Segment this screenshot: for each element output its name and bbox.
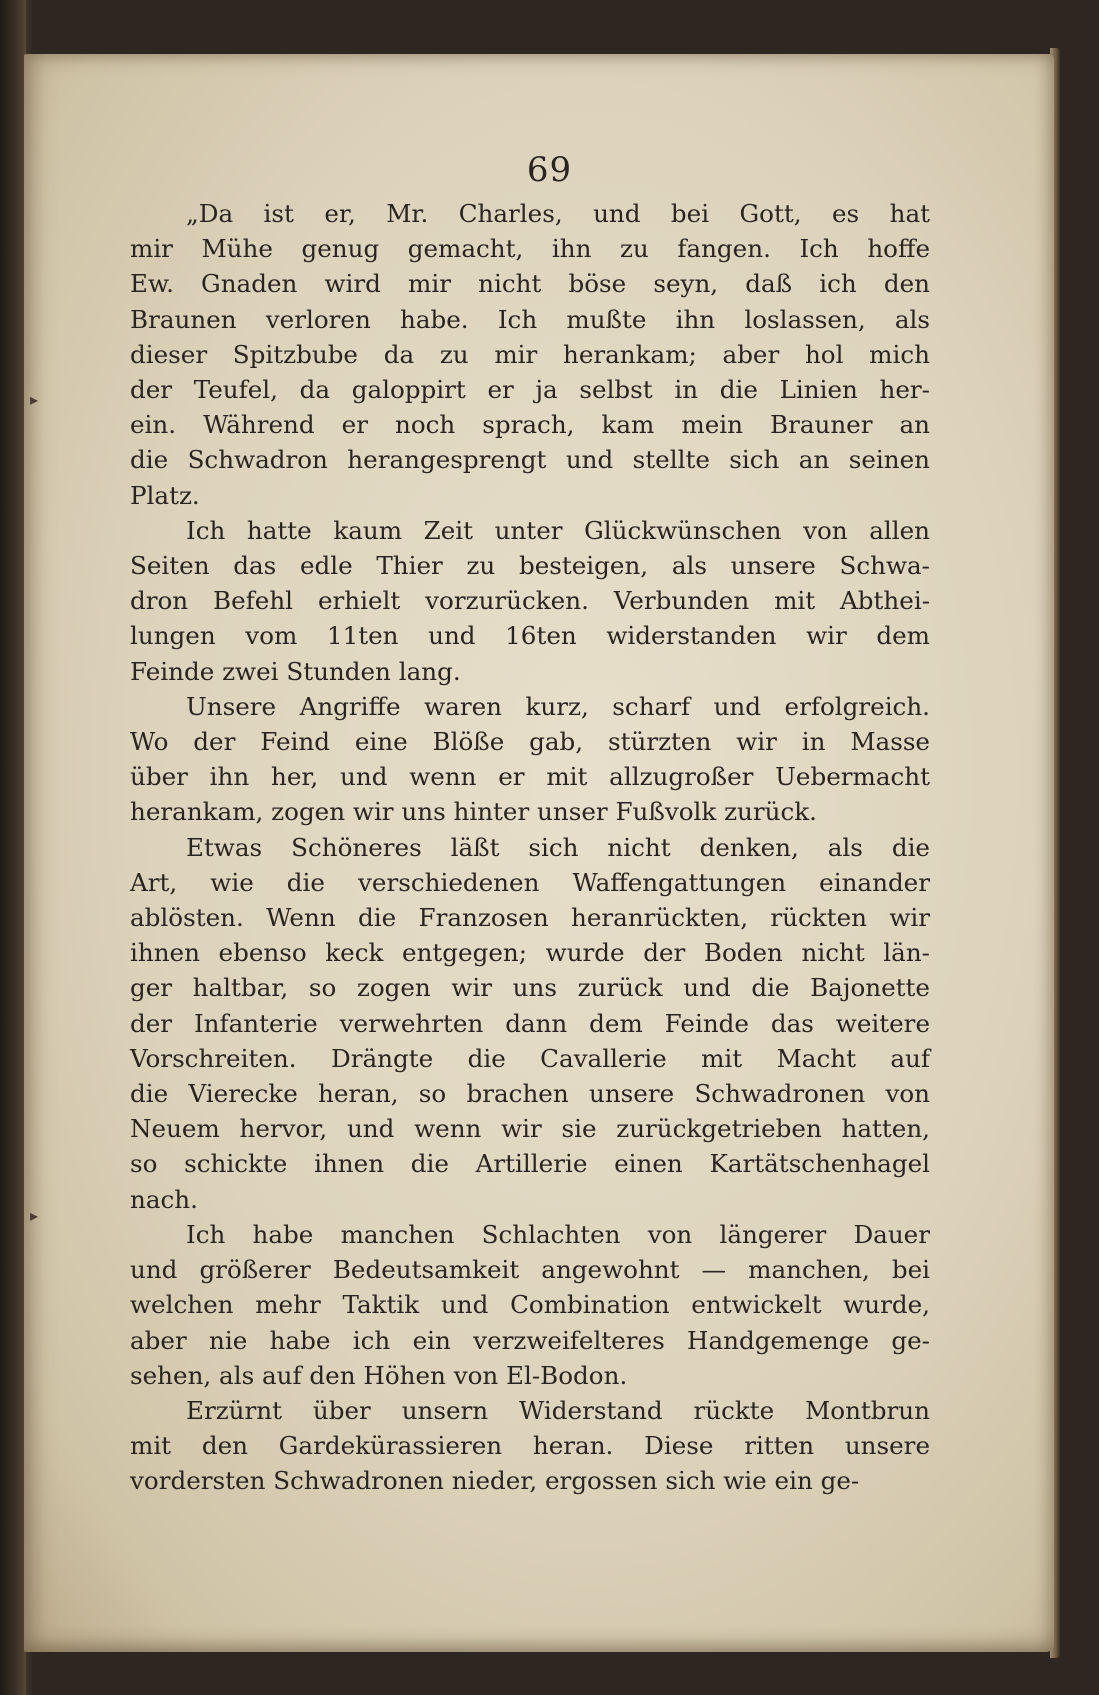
text-line: dron Befehl erhielt vorzurücken. Verbunden mit Abthei- <box>130 586 930 616</box>
text-line: Neuem hervor, und wenn wir sie zurückgetrieben hatten, <box>130 1114 930 1144</box>
text-line: ger haltbar, so zogen wir uns zurück und die Bajonette <box>130 973 930 1003</box>
text-line: der Infanterie verwehrten dann dem Feinde das weitere <box>130 1008 930 1038</box>
margin-mark: ▸ <box>30 1206 39 1225</box>
text-line: und größerer Bedeutsamkeit angewohnt — manchen, bei <box>130 1255 930 1285</box>
text-line: der Teufel, da galoppirt er ja selbst in die Linien her- <box>130 375 930 405</box>
text-line: sehen, als auf den Höhen von El-Bodon. <box>130 1360 628 1390</box>
text-line: herankam, zogen wir uns hinter unser Fußvolk zurück. <box>130 797 817 827</box>
text-line: dieser Spitzbube da zu mir herankam; aber hol mich <box>130 339 930 369</box>
text-line: Feinde zwei Stunden lang. <box>130 656 461 686</box>
text-line: „Da ist er, Mr. Charles, und bei Gott, es hat <box>186 199 930 228</box>
margin-mark: ▸ <box>30 390 39 409</box>
text-line: ablösten. Wenn die Franzosen heranrückten, rückten wir <box>130 903 930 933</box>
text-line: mir Mühe genug gemacht, ihn zu fangen. Ich hoffe <box>130 234 930 264</box>
book-cover-edge <box>0 0 26 1695</box>
text-line: Etwas Schöneres läßt sich nicht denken, als die <box>186 832 930 862</box>
text-line: die Vierecke heran, so brachen unsere Schwadronen von <box>130 1079 930 1109</box>
text-line: Braunen verloren habe. Ich mußte ihn loslassen, als <box>130 304 930 334</box>
text-line: lungen vom 11ten und 16ten widerstanden wir dem <box>130 621 930 651</box>
text-line: die Schwadron herangesprengt und stellte sich an seinen <box>130 445 930 475</box>
paragraph <box>130 513 930 689</box>
body-text <box>130 196 930 1499</box>
page-number: 69 <box>526 150 573 190</box>
text-line: Unsere Angriffe waren kurz, scharf und erfolgreich. <box>186 691 930 721</box>
text-line: Ew. Gnaden wird mir nicht böse seyn, daß ich den <box>130 269 930 299</box>
text-line: nach. <box>130 1184 198 1214</box>
paragraph <box>130 689 930 830</box>
paragraph <box>130 1217 930 1393</box>
text-line: Wo der Feind eine Blöße gab, stürzten wir in Masse <box>130 727 930 757</box>
paragraph <box>130 830 930 1217</box>
text-line: aber nie habe ich ein verzweifelteres Handgemenge ge- <box>130 1325 930 1355</box>
paragraph <box>130 1393 930 1499</box>
text-line: über ihn her, und wenn er mit allzugroßer Uebermacht <box>130 762 930 792</box>
text-line: Seiten das edle Thier zu besteigen, als unsere Schwa- <box>130 551 930 581</box>
text-line: ihnen ebenso keck entgegen; wurde der Boden nicht län- <box>130 938 930 968</box>
text-line: so schickte ihnen die Artillerie einen Kartätschenhagel <box>130 1149 930 1179</box>
text-line: Vorschreiten. Drängte die Cavallerie mit Macht auf <box>130 1043 930 1073</box>
text-line: mit den Gardekürassieren heran. Diese ritten unsere <box>130 1431 930 1461</box>
text-line: Ich habe manchen Schlachten von längerer Dauer <box>186 1219 930 1249</box>
text-line: vordersten Schwadronen nieder, ergossen sich wie ein ge- <box>130 1466 860 1496</box>
paragraph <box>130 196 930 513</box>
text-line: ein. Während er noch sprach, kam mein Brauner an <box>130 410 930 440</box>
text-line: welchen mehr Taktik und Combination entwickelt wurde, <box>130 1290 930 1320</box>
text-line: Erzürnt über unsern Widerstand rückte Montbrun <box>186 1395 930 1425</box>
text-line: Art, wie die verschiedenen Waffengattungen einander <box>130 867 930 897</box>
text-line: Ich hatte kaum Zeit unter Glückwünschen von allen <box>186 515 930 545</box>
text-line: Platz. <box>130 480 200 510</box>
